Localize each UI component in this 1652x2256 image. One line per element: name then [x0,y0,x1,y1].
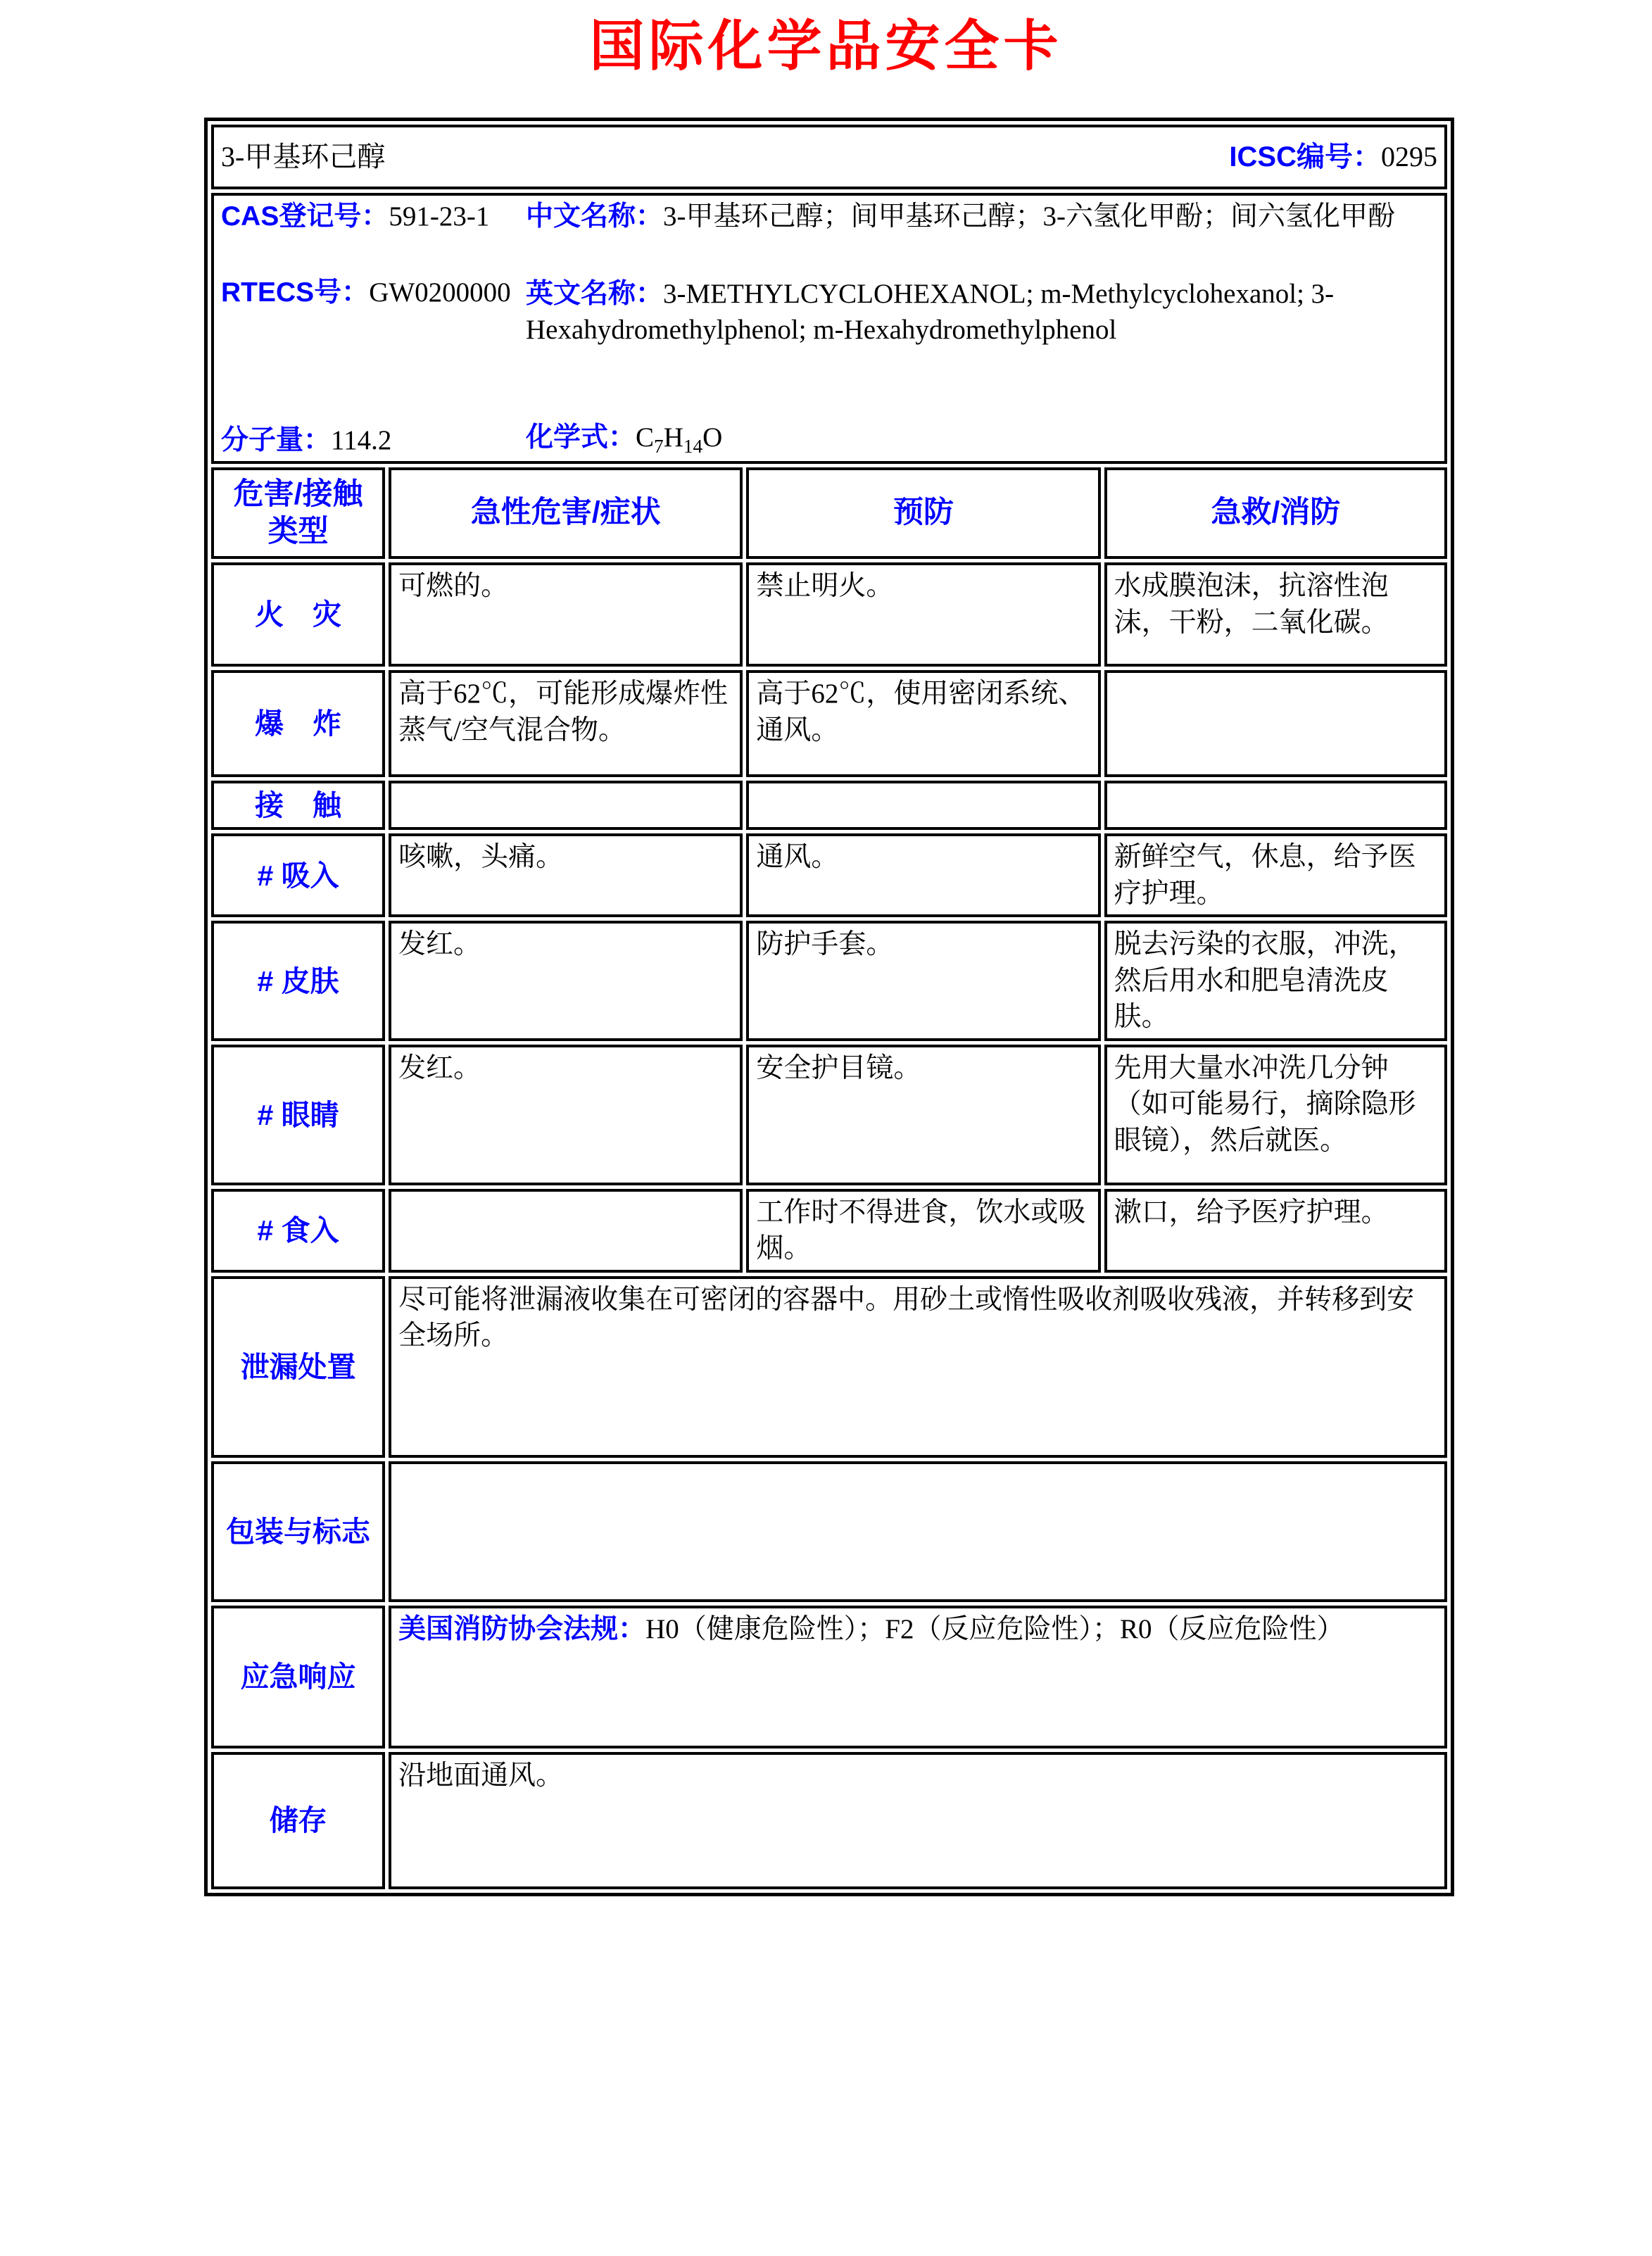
skin-prevention-cell: 防护手套。 [746,921,1100,1040]
inhalation-symptom-cell: 咳嗽，头痛。 [389,833,743,917]
ingestion-prevention-cell: 工作时不得进食，饮水或吸烟。 [746,1189,1100,1273]
exposure-symptom-cell [389,781,743,830]
column-header-prevention: 预防 [746,467,1100,559]
eyes-symptom-cell: 发红。 [389,1045,743,1185]
hazard-row-skin [211,921,1447,1040]
english-names-line [526,276,1437,348]
formula-value: $C_7H_{14}O$ [636,422,723,457]
section-row-storage [211,1752,1447,1889]
hazard-row-inhalation [211,833,1447,917]
icsc-number: 0295 [1381,140,1437,172]
section-row-packaging [211,1461,1447,1602]
chinese-names-line [526,198,1437,234]
explosion-symptom-cell: 高于62℃，可能形成爆炸性蒸气/空气混合物。 [389,670,743,777]
hazard-label-fire: 火 灾 [211,562,385,667]
spillage-content-cell [389,1276,1447,1458]
section-row-emergency [211,1606,1447,1748]
ingestion-first-aid-cell: 漱口，给予医疗护理。 [1104,1189,1447,1273]
exposure-first-aid-cell [1104,781,1447,830]
icsc-number-group [1229,139,1437,176]
inhalation-first-aid-cell: 新鲜空气，休息，给予医疗护理。 [1104,833,1447,917]
rtecs-label: RTECS号： [221,277,370,308]
emergency-content-text: H0（健康危险性）；F2（反应危险性）；R0（反应危险性） [645,1613,1344,1644]
hazard-row-ingestion [211,1189,1447,1273]
name-row [211,125,1447,189]
info-cell [211,193,1447,464]
formula-label: 化学式： [526,422,636,453]
english-names-label: 英文名称： [526,278,664,309]
fire-prevention-cell: 禁止明火。 [746,562,1100,667]
cas-label: CAS登记号： [221,201,389,232]
section-row-spillage [211,1276,1447,1458]
section-label-packaging: 包装与标志 [211,1461,385,1602]
section-label-storage: 储存 [211,1752,385,1889]
rtecs-value: GW0200000 [369,277,511,308]
skin-first-aid-cell: 脱去污染的衣服，冲洗，然后用水和肥皂清洗皮肤。 [1104,921,1447,1040]
chinese-names-value: 3-甲基环己醇；间甲基环己醇；3-六氢化甲酚；间六氢化甲酚 [663,201,1395,232]
column-header-acute-hazards: 急性危害/症状 [389,467,743,559]
storage-content-cell [389,1752,1447,1889]
hazard-label-ingestion: # 食入 [211,1189,385,1273]
spillage-content-text: 尽可能将泄漏液收集在可密闭的容器中。用砂土或惰性吸收剂吸收残液，并转移到安全场所。 [398,1284,1415,1351]
eyes-prevention-cell: 安全护目镜。 [746,1045,1100,1185]
page-title: 国际化学品安全卡 [589,15,1063,77]
safety-card-table [204,118,1454,1896]
hazard-label-inhalation: # 吸入 [211,833,385,917]
explosion-first-aid-cell [1104,670,1447,777]
rtecs-line [221,275,515,310]
explosion-prevention-cell: 高于62℃，使用密闭系统、通风。 [746,670,1100,777]
packaging-content-cell [389,1461,1447,1602]
formula-line [526,420,1437,459]
molecular-weight-label: 分子量： [221,424,332,455]
names-column [526,198,1437,458]
hazard-label-exposure: 接 触 [211,781,385,830]
molecular-weight-value: 114.2 [331,424,392,455]
hazard-label-explosion: 爆 炸 [211,670,385,777]
exposure-prevention-cell [746,781,1100,830]
chinese-names-label: 中文名称： [526,201,664,232]
molecular-weight-line [221,422,515,458]
emergency-content-cell [389,1606,1447,1748]
hazard-row-explosion [211,670,1447,777]
column-header-hazard-type: 危害/接触类型 [211,467,385,559]
section-label-spillage: 泄漏处置 [211,1276,385,1458]
icsc-label: ICSC编号： [1229,141,1381,172]
inhalation-prevention-cell: 通风。 [746,833,1100,917]
hazard-label-eyes: # 眼睛 [211,1045,385,1185]
eyes-first-aid-cell: 先用大量水冲洗几分钟（如可能易行，摘除隐形眼镜），然后就医。 [1104,1045,1447,1185]
section-label-emergency: 应急响应 [211,1606,385,1748]
identifiers-column [221,198,515,458]
hazard-label-skin: # 皮肤 [211,921,385,1040]
skin-symptom-cell: 发红。 [389,921,743,1040]
column-header-first-aid: 急救/消防 [1104,467,1447,559]
name-cell [211,125,1447,189]
cas-line [221,198,515,234]
table-header-row [211,467,1447,559]
english-names-value: 3-METHYLCYCLOHEXANOL; m-Methylcyclohexanol; 3-Hexahydromethylphenol; m-Hexahydromethylphenol [526,278,1335,346]
fire-symptom-cell: 可燃的。 [389,562,743,667]
ingestion-symptom-cell [389,1189,743,1273]
storage-content-text: 沿地面通风。 [398,1760,564,1791]
info-row [211,193,1447,464]
cas-value: 591-23-1 [389,201,490,232]
hazard-row-exposure [211,781,1447,830]
chemical-name: 3-甲基环己醇 [221,140,386,172]
hazard-row-eyes [211,1045,1447,1185]
hazard-row-fire [211,562,1447,667]
fire-first-aid-cell: 水成膜泡沫，抗溶性泡沫，干粉，二氧化碳。 [1104,562,1447,667]
emergency-content-prefix: 美国消防协会法规： [398,1613,646,1644]
